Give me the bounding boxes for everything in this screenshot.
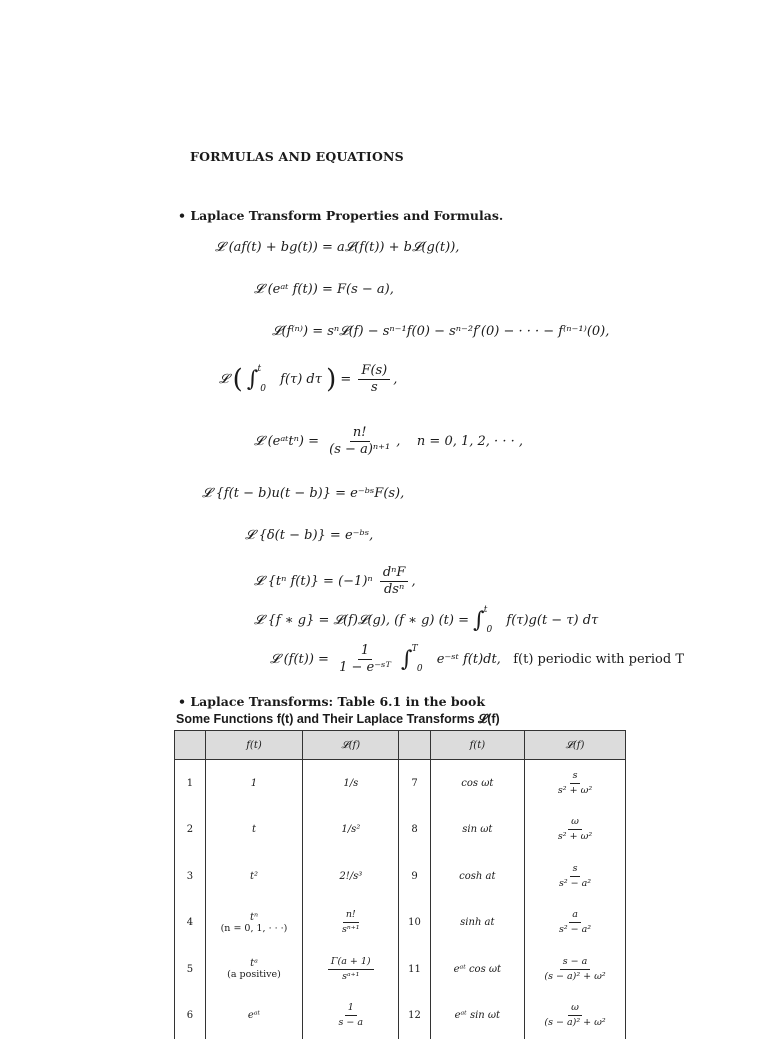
- bullet-icon: •: [178, 208, 186, 223]
- lhs: 𝓛 {tⁿ f(t)} = (−1)ⁿ: [254, 574, 373, 589]
- table-row: [175, 760, 626, 807]
- denominator: (s − a)² + ω²: [541, 1016, 608, 1029]
- table-row: [175, 807, 626, 854]
- numerator: ω: [568, 1002, 582, 1016]
- numerator: dⁿF: [380, 566, 409, 582]
- table-row: [175, 993, 626, 1039]
- denominator: 1 − e⁻ˢᵀ: [336, 660, 394, 675]
- formula-power-exp: 𝓛 (eᵃᵗtⁿ) = $\frac{n!}{\text{(s − a)ⁿ⁺¹}}$ , n = 0, 1, 2, · · · ,: [254, 426, 523, 457]
- formula-derivative: 𝓛(f⁽ⁿ⁾) = sⁿ𝓛(f) − sⁿ⁻¹f(0) − sⁿ⁻²f′(0) − · · · − f⁽ⁿ⁻¹⁾(0),: [272, 324, 609, 339]
- row-number: 8: [399, 807, 430, 854]
- row-number: 9: [399, 853, 430, 900]
- transform-cell: [303, 946, 399, 993]
- lhs: 𝓛 (f(t)) =: [270, 652, 329, 667]
- row-number: 7: [399, 760, 430, 807]
- numerator: 1: [358, 644, 372, 660]
- section-heading-table: [178, 694, 485, 709]
- row-number: 4: [175, 900, 206, 947]
- function-cell: eᵃᵗ sin ωt: [430, 993, 524, 1039]
- transform-cell: [525, 853, 626, 900]
- periodic-note: f(t) periodic with period T: [513, 652, 684, 667]
- transform-cell: [525, 900, 626, 947]
- denominator: (s − a)ⁿ⁺¹: [326, 442, 393, 457]
- transform-cell: [303, 993, 399, 1039]
- transform-cell: 2!/s³: [303, 853, 399, 900]
- paren-left: (: [233, 365, 243, 395]
- denominator: sᵃ⁺¹: [339, 970, 362, 983]
- function-cell: eᵃᵗ: [205, 993, 302, 1039]
- formula-delta: 𝓛 {δ(t − b)} = e⁻ᵇˢ,: [245, 528, 373, 543]
- numerator: s − a: [560, 956, 591, 970]
- upper-limit: t: [258, 364, 262, 374]
- fraction: [358, 364, 390, 395]
- denominator: s² + ω²: [555, 784, 595, 797]
- integral-sign: ∫: [247, 367, 258, 392]
- table-caption: Some Functions f(t) and Their Laplace Transforms 𝓛(f): [176, 712, 500, 727]
- lower-limit: 0: [260, 384, 266, 394]
- table-row: [175, 853, 626, 900]
- lower-limit: 0: [417, 664, 423, 674]
- row-number: 1: [175, 760, 206, 807]
- table-row: [175, 900, 626, 947]
- function-condition: (n = 0, 1, · · ·): [207, 923, 301, 934]
- denominator: s: [368, 380, 381, 395]
- function-condition: (a positive): [207, 969, 301, 980]
- page-title: FORMULAS AND EQUATIONS: [190, 149, 404, 164]
- header-cell: [175, 731, 206, 760]
- lower-limit: 0: [487, 625, 493, 635]
- numerator: ω: [568, 816, 582, 830]
- fraction: [326, 426, 393, 457]
- rhs: n = 0, 1, 2, · · · ,: [417, 434, 523, 449]
- fraction: [380, 566, 409, 597]
- header-cell: 𝓛(f): [525, 731, 626, 760]
- function-main: tᵃ: [207, 958, 301, 969]
- transform-cell: 1/s: [303, 760, 399, 807]
- laplace-table: [174, 730, 626, 1039]
- header-cell: f(t): [430, 731, 524, 760]
- denominator: s² − a²: [556, 923, 594, 936]
- formula-integral: 𝓛 ( ∫ $^t$ $_0$ f(τ) dτ ) = $\frac{F(s)}{s}$ ,: [219, 364, 397, 395]
- fraction: [336, 644, 394, 675]
- formula-convolution: [254, 608, 598, 633]
- upper-limit: t: [484, 605, 488, 615]
- numerator: s: [570, 770, 581, 784]
- formula-linearity: 𝓛 (af(t) + bg(t)) = a𝓛(f(t)) + b𝓛(g(t)),: [215, 240, 459, 255]
- function-cell: eᵃᵗ cos ωt: [430, 946, 524, 993]
- numerator: n!: [343, 909, 359, 923]
- denominator: s² + ω²: [555, 830, 595, 843]
- bullet-icon: •: [178, 694, 186, 709]
- transform-cell: [525, 760, 626, 807]
- row-number: 6: [175, 993, 206, 1039]
- denominator: s² − a²: [556, 877, 594, 890]
- formula-periodic: [270, 644, 684, 675]
- transform-cell: [303, 900, 399, 947]
- denominator: dsⁿ: [381, 582, 407, 597]
- table-row: [175, 946, 626, 993]
- integral-sign: ∫: [473, 608, 484, 633]
- function-main: tⁿ: [207, 912, 301, 923]
- header-cell: 𝓛(f): [303, 731, 399, 760]
- numerator: Γ(a + 1): [328, 956, 374, 970]
- row-number: 5: [175, 946, 206, 993]
- row-number: 12: [399, 993, 430, 1039]
- row-number: 11: [399, 946, 430, 993]
- numerator: F(s): [358, 364, 390, 380]
- integrand: e⁻ˢᵗ f(t)dt,: [437, 652, 501, 667]
- header-cell: f(t): [205, 731, 302, 760]
- denominator: (s − a)² + ω²: [541, 970, 608, 983]
- transform-cell: [525, 946, 626, 993]
- section-heading-text: Laplace Transforms: Table 6.1 in the book: [190, 694, 485, 709]
- function-cell: [205, 900, 302, 947]
- formula-tn: 𝓛 {tⁿ f(t)} = (−1)ⁿ $\frac{\text{dⁿF}}{\text{dsⁿ}}$ ,: [254, 566, 416, 597]
- section-heading-text: Laplace Transform Properties and Formulas.: [190, 208, 503, 223]
- function-cell: t²: [205, 853, 302, 900]
- transform-cell: [525, 993, 626, 1039]
- formula-unit-step: 𝓛 {f(t − b)u(t − b)} = e⁻ᵇˢF(s),: [202, 486, 404, 501]
- table-header-row: [175, 731, 626, 760]
- transform-cell: 1/s²: [303, 807, 399, 854]
- lhs: 𝓛 {f ∗ g} = 𝓛(f)𝓛(g), (f ∗ g) (t) =: [254, 613, 469, 628]
- numerator: n!: [350, 426, 370, 442]
- upper-limit: T: [412, 644, 418, 654]
- denominator: sⁿ⁺¹: [339, 923, 363, 936]
- paren-right: ): [326, 365, 336, 395]
- function-cell: t: [205, 807, 302, 854]
- numerator: a: [569, 909, 581, 923]
- numerator: 1: [345, 1002, 357, 1016]
- row-number: 3: [175, 853, 206, 900]
- formula-shift: 𝓛 (eᵃᵗ f(t)) = F(s − a),: [254, 282, 394, 297]
- function-cell: [205, 946, 302, 993]
- function-cell: sin ωt: [430, 807, 524, 854]
- lhs: 𝓛 (eᵃᵗtⁿ) =: [254, 434, 319, 449]
- row-number: 10: [399, 900, 430, 947]
- row-number: 2: [175, 807, 206, 854]
- function-cell: cosh at: [430, 853, 524, 900]
- header-cell: [399, 731, 430, 760]
- denominator: s − a: [336, 1016, 367, 1029]
- numerator: s: [570, 863, 581, 877]
- function-cell: cos ωt: [430, 760, 524, 807]
- integrand: f(τ)g(t − τ) dτ: [506, 613, 598, 628]
- integral-sign: ∫: [401, 647, 412, 672]
- function-cell: 1: [205, 760, 302, 807]
- integrand: f(τ) dτ: [280, 372, 322, 387]
- section-heading-properties: [178, 208, 503, 223]
- transform-cell: [525, 807, 626, 854]
- laplace-symbol: 𝓛: [219, 372, 228, 387]
- function-cell: sinh at: [430, 900, 524, 947]
